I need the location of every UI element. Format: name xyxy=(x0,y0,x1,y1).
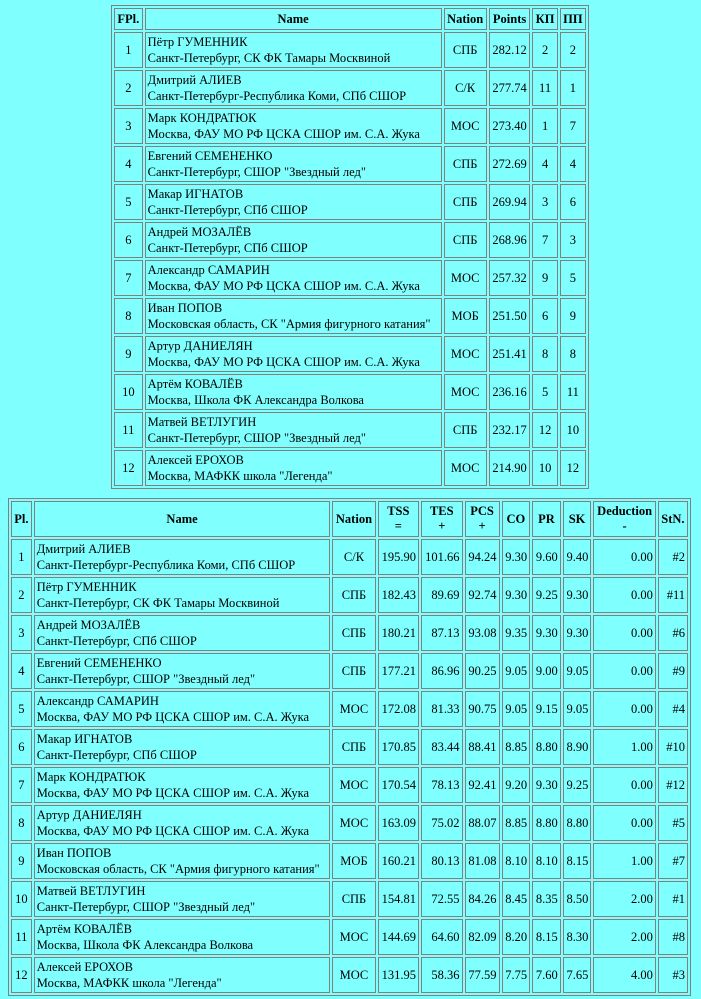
athlete-club: Московская область, СК "Армия фигурного катания" xyxy=(36,862,320,876)
place-cell: 5 xyxy=(11,691,32,727)
nation-cell: МОС xyxy=(332,805,375,841)
co-cell: 9.35 xyxy=(502,615,531,651)
athlete-name: Андрей МОЗАЛЁВ xyxy=(147,225,252,239)
col-sk: SK xyxy=(563,501,592,537)
place-cell: 7 xyxy=(114,260,143,296)
place-cell: 12 xyxy=(11,957,32,993)
place-cell: 4 xyxy=(11,653,32,689)
pr-cell: 8.80 xyxy=(532,805,561,841)
points-cell: 277.74 xyxy=(489,70,531,106)
athlete-club: Санкт-Петербург-Республика Коми, СПб СШОР xyxy=(36,558,296,572)
tes-cell: 101.66 xyxy=(421,539,462,575)
athlete-cell xyxy=(34,805,331,841)
table-row xyxy=(11,691,688,727)
nation-cell: МОБ xyxy=(332,843,375,879)
table-row xyxy=(114,222,586,258)
tes-cell: 72.55 xyxy=(421,881,462,917)
place-cell: 4 xyxy=(114,146,143,182)
co-cell: 8.20 xyxy=(502,919,531,955)
pr-cell: 7.60 xyxy=(532,957,561,993)
stn-cell: #11 xyxy=(658,577,688,613)
sk-cell: 7.65 xyxy=(563,957,592,993)
stn-cell: #2 xyxy=(658,539,688,575)
athlete-cell xyxy=(145,70,442,106)
athlete-club: Москва, ФАУ МО РФ ЦСКА СШОР им. С.А. Жука xyxy=(36,824,310,838)
col-pr: PR xyxy=(532,501,561,537)
athlete-cell xyxy=(145,412,442,448)
table-row xyxy=(114,70,586,106)
points-cell: 272.69 xyxy=(489,146,531,182)
table-row xyxy=(114,32,586,68)
pp-cell: 12 xyxy=(560,450,586,486)
sk-cell: 9.05 xyxy=(563,691,592,727)
pr-cell: 8.35 xyxy=(532,881,561,917)
athlete-cell xyxy=(34,691,331,727)
tes-cell: 75.02 xyxy=(421,805,462,841)
table-row xyxy=(114,450,586,486)
stn-cell: #7 xyxy=(658,843,688,879)
athlete-name: Артур ДАНИЕЛЯН xyxy=(36,808,142,822)
pp-cell: 2 xyxy=(560,32,586,68)
tss-cell: 144.69 xyxy=(378,919,419,955)
tss-cell: 154.81 xyxy=(378,881,419,917)
points-cell: 232.17 xyxy=(489,412,531,448)
nation-cell: МОС xyxy=(444,108,487,144)
co-cell: 9.30 xyxy=(502,539,531,575)
co-cell: 7.75 xyxy=(502,957,531,993)
athlete-club: Москва, ФАУ МО РФ ЦСКА СШОР им. С.А. Жука xyxy=(147,279,420,293)
athlete-cell xyxy=(34,957,331,993)
table-row xyxy=(11,957,688,993)
table-row xyxy=(11,653,688,689)
athlete-club: Москва, ФАУ МО РФ ЦСКА СШОР им. С.А. Жука xyxy=(36,710,310,724)
athlete-cell xyxy=(34,729,331,765)
tes-cell: 78.13 xyxy=(421,767,462,803)
pcs-cell: 94.24 xyxy=(465,539,500,575)
athlete-club: Санкт-Петербург, СПб СШОР xyxy=(147,241,308,255)
pr-cell: 9.30 xyxy=(532,767,561,803)
pr-cell: 8.15 xyxy=(532,919,561,955)
athlete-cell xyxy=(34,919,331,955)
deduction-cell: 0.00 xyxy=(593,539,656,575)
col-name: Name xyxy=(34,501,331,537)
pp-cell: 6 xyxy=(560,184,586,220)
pcs-cell: 92.74 xyxy=(465,577,500,613)
kp-cell: 1 xyxy=(532,108,557,144)
athlete-name: Артём КОВАЛЁВ xyxy=(147,377,243,391)
col-pcs: PCS + xyxy=(465,501,500,537)
place-cell: 11 xyxy=(11,919,32,955)
kp-cell: 6 xyxy=(532,298,557,334)
athlete-cell xyxy=(34,577,331,613)
co-cell: 8.85 xyxy=(502,729,531,765)
kp-cell: 12 xyxy=(532,412,557,448)
stn-cell: #9 xyxy=(658,653,688,689)
co-cell: 8.45 xyxy=(502,881,531,917)
deduction-cell: 0.00 xyxy=(593,805,656,841)
place-cell: 5 xyxy=(114,184,143,220)
pcs-cell: 81.08 xyxy=(465,843,500,879)
table-row xyxy=(11,881,688,917)
nation-cell: МОС xyxy=(444,336,487,372)
athlete-cell xyxy=(145,32,442,68)
athlete-club: Санкт-Петербург, СШОР "Звездный лед" xyxy=(147,431,366,445)
stn-cell: #10 xyxy=(658,729,688,765)
nation-cell: МОС xyxy=(444,374,487,410)
table-row xyxy=(114,146,586,182)
athlete-club: Московская область, СК "Армия фигурного катания" xyxy=(147,317,431,331)
sk-cell: 9.25 xyxy=(563,767,592,803)
athlete-club: Санкт-Петербург, СПб СШОР xyxy=(36,748,197,762)
col-tss: TSS = xyxy=(378,501,419,537)
table-row xyxy=(114,298,586,334)
nation-cell: МОС xyxy=(444,450,487,486)
pp-cell: 3 xyxy=(560,222,586,258)
co-cell: 9.05 xyxy=(502,653,531,689)
place-cell: 3 xyxy=(11,615,32,651)
place-cell: 10 xyxy=(114,374,143,410)
athlete-cell xyxy=(145,260,442,296)
pr-cell: 9.30 xyxy=(532,615,561,651)
final-standings-table xyxy=(111,5,589,489)
nation-cell: СПБ xyxy=(444,146,487,182)
col-pp: ПП xyxy=(560,8,586,30)
place-cell: 1 xyxy=(11,539,32,575)
athlete-cell xyxy=(145,450,442,486)
tss-cell: 180.21 xyxy=(378,615,419,651)
athlete-cell xyxy=(34,615,331,651)
pp-cell: 11 xyxy=(560,374,586,410)
sk-cell: 8.50 xyxy=(563,881,592,917)
table-row xyxy=(11,539,688,575)
kp-cell: 10 xyxy=(532,450,557,486)
points-cell: 236.16 xyxy=(489,374,531,410)
tss-cell: 163.09 xyxy=(378,805,419,841)
nation-cell: СПБ xyxy=(332,653,375,689)
sk-cell: 8.90 xyxy=(563,729,592,765)
sk-cell: 9.30 xyxy=(563,577,592,613)
athlete-club: Москва, МАФКК школа "Легенда" xyxy=(147,469,333,483)
athlete-cell xyxy=(34,539,331,575)
pp-cell: 1 xyxy=(560,70,586,106)
tes-cell: 81.33 xyxy=(421,691,462,727)
kp-cell: 5 xyxy=(532,374,557,410)
place-cell: 2 xyxy=(114,70,143,106)
athlete-cell xyxy=(145,108,442,144)
kp-cell: 2 xyxy=(532,32,557,68)
col-co: CO xyxy=(502,501,531,537)
pcs-cell: 92.41 xyxy=(465,767,500,803)
athlete-name: Дмитрий АЛИЕВ xyxy=(36,542,131,556)
athlete-club: Санкт-Петербург-Республика Коми, СПб СШОР xyxy=(147,89,407,103)
pr-cell: 9.60 xyxy=(532,539,561,575)
nation-cell: МОС xyxy=(332,767,375,803)
points-cell: 282.12 xyxy=(489,32,531,68)
athlete-club: Москва, Школа ФК Александра Волкова xyxy=(36,938,254,952)
deduction-cell: 0.00 xyxy=(593,691,656,727)
deduction-cell: 1.00 xyxy=(593,843,656,879)
deduction-cell: 4.00 xyxy=(593,957,656,993)
place-cell: 9 xyxy=(114,336,143,372)
table-row xyxy=(114,412,586,448)
points-cell: 251.41 xyxy=(489,336,531,372)
athlete-name: Марк КОНДРАТЮК xyxy=(147,111,257,125)
athlete-club: Санкт-Петербург, СПб СШОР xyxy=(147,203,308,217)
table-row xyxy=(11,919,688,955)
points-cell: 268.96 xyxy=(489,222,531,258)
athlete-name: Дмитрий АЛИЕВ xyxy=(147,73,242,87)
tss-cell: 195.90 xyxy=(378,539,419,575)
nation-cell: СПБ xyxy=(444,184,487,220)
athlete-cell xyxy=(34,881,331,917)
pcs-cell: 84.26 xyxy=(465,881,500,917)
tes-cell: 64.60 xyxy=(421,919,462,955)
col-pl: Pl. xyxy=(11,501,32,537)
col-stn: StN. xyxy=(658,501,688,537)
place-cell: 12 xyxy=(114,450,143,486)
kp-cell: 4 xyxy=(532,146,557,182)
pcs-cell: 82.09 xyxy=(465,919,500,955)
athlete-name: Александр САМАРИН xyxy=(147,263,270,277)
nation-cell: СПБ xyxy=(444,222,487,258)
kp-cell: 9 xyxy=(532,260,557,296)
place-cell: 2 xyxy=(11,577,32,613)
deduction-cell: 0.00 xyxy=(593,653,656,689)
tss-cell: 170.54 xyxy=(378,767,419,803)
stn-cell: #3 xyxy=(658,957,688,993)
athlete-name: Матвей ВЕТЛУГИН xyxy=(36,884,146,898)
place-cell: 11 xyxy=(114,412,143,448)
place-cell: 8 xyxy=(114,298,143,334)
athlete-name: Артём КОВАЛЁВ xyxy=(36,922,133,936)
athlete-name: Евгений СЕМЕНЕНКО xyxy=(36,656,162,670)
nation-cell: СПБ xyxy=(332,615,375,651)
co-cell: 9.20 xyxy=(502,767,531,803)
athlete-cell xyxy=(145,222,442,258)
table-row xyxy=(114,184,586,220)
athlete-club: Москва, ФАУ МО РФ ЦСКА СШОР им. С.А. Жука xyxy=(147,127,420,141)
athlete-club: Москва, Школа ФК Александра Волкова xyxy=(147,393,364,407)
athlete-cell xyxy=(145,146,442,182)
col-tes: TES + xyxy=(421,501,462,537)
tes-cell: 58.36 xyxy=(421,957,462,993)
nation-cell: С/К xyxy=(332,539,375,575)
pr-cell: 9.00 xyxy=(532,653,561,689)
stn-cell: #6 xyxy=(658,615,688,651)
kp-cell: 3 xyxy=(532,184,557,220)
sk-cell: 8.80 xyxy=(563,805,592,841)
athlete-cell xyxy=(145,336,442,372)
athlete-club: Санкт-Петербург, СШОР "Звездный лед" xyxy=(36,672,256,686)
deduction-cell: 2.00 xyxy=(593,881,656,917)
kp-cell: 11 xyxy=(532,70,557,106)
nation-cell: С/К xyxy=(444,70,487,106)
deduction-cell: 1.00 xyxy=(593,729,656,765)
athlete-name: Алексей ЕРОХОВ xyxy=(147,453,244,467)
points-cell: 251.50 xyxy=(489,298,531,334)
athlete-cell xyxy=(145,184,442,220)
table-row xyxy=(11,843,688,879)
athlete-cell xyxy=(145,298,442,334)
athlete-name: Евгений СЕМЕНЕНКО xyxy=(147,149,273,163)
athlete-cell xyxy=(145,374,442,410)
nation-cell: МОС xyxy=(332,957,375,993)
table-row xyxy=(11,577,688,613)
deduction-cell: 0.00 xyxy=(593,615,656,651)
points-cell: 273.40 xyxy=(489,108,531,144)
nation-cell: МОС xyxy=(332,691,375,727)
table-row xyxy=(11,729,688,765)
place-cell: 3 xyxy=(114,108,143,144)
athlete-club: Москва, ФАУ МО РФ ЦСКА СШОР им. С.А. Жука xyxy=(36,786,310,800)
pp-cell: 7 xyxy=(560,108,586,144)
place-cell: 6 xyxy=(114,222,143,258)
athlete-name: Пётр ГУМЕННИК xyxy=(147,35,248,49)
athlete-name: Марк КОНДРАТЮК xyxy=(36,770,146,784)
co-cell: 8.10 xyxy=(502,843,531,879)
nation-cell: МОБ xyxy=(444,298,487,334)
deduction-cell: 2.00 xyxy=(593,919,656,955)
kp-cell: 7 xyxy=(532,222,557,258)
tss-cell: 182.43 xyxy=(378,577,419,613)
place-cell: 9 xyxy=(11,843,32,879)
athlete-club: Санкт-Петербург, СПб СШОР xyxy=(36,634,197,648)
points-cell: 257.32 xyxy=(489,260,531,296)
athlete-club: Москва, МАФКК школа "Легенда" xyxy=(36,976,222,990)
athlete-cell xyxy=(34,767,331,803)
athlete-club: Санкт-Петербург, СК ФК Тамары Москвиной xyxy=(36,596,280,610)
nation-cell: СПБ xyxy=(444,412,487,448)
stn-cell: #5 xyxy=(658,805,688,841)
tss-cell: 170.85 xyxy=(378,729,419,765)
col-nation: Nation xyxy=(444,8,487,30)
nation-cell: СПБ xyxy=(444,32,487,68)
tes-cell: 89.69 xyxy=(421,577,462,613)
sk-cell: 9.30 xyxy=(563,615,592,651)
segment-results-table xyxy=(8,498,691,996)
athlete-club: Санкт-Петербург, СШОР "Звездный лед" xyxy=(36,900,256,914)
pcs-cell: 93.08 xyxy=(465,615,500,651)
nation-cell: МОС xyxy=(444,260,487,296)
pcs-cell: 88.41 xyxy=(465,729,500,765)
points-cell: 269.94 xyxy=(489,184,531,220)
athlete-cell xyxy=(34,843,331,879)
sk-cell: 8.30 xyxy=(563,919,592,955)
athlete-name: Иван ПОПОВ xyxy=(36,846,112,860)
col-name: Name xyxy=(145,8,442,30)
athlete-name: Макар ИГНАТОВ xyxy=(36,732,133,746)
athlete-name: Иван ПОПОВ xyxy=(147,301,223,315)
points-cell: 214.90 xyxy=(489,450,531,486)
col-deduction: Deduction - xyxy=(593,501,656,537)
table-header-row xyxy=(11,501,688,537)
athlete-name: Артур ДАНИЕЛЯН xyxy=(147,339,253,353)
kp-cell: 8 xyxy=(532,336,557,372)
athlete-club: Санкт-Петербург, СШОР "Звездный лед" xyxy=(147,165,366,179)
table-row xyxy=(11,805,688,841)
stn-cell: #1 xyxy=(658,881,688,917)
sk-cell: 8.15 xyxy=(563,843,592,879)
sk-cell: 9.05 xyxy=(563,653,592,689)
table-row xyxy=(114,108,586,144)
pr-cell: 8.10 xyxy=(532,843,561,879)
athlete-club: Москва, ФАУ МО РФ ЦСКА СШОР им. С.А. Жука xyxy=(147,355,420,369)
tss-cell: 131.95 xyxy=(378,957,419,993)
pp-cell: 4 xyxy=(560,146,586,182)
co-cell: 9.30 xyxy=(502,577,531,613)
table-header-row xyxy=(114,8,586,30)
pcs-cell: 88.07 xyxy=(465,805,500,841)
athlete-name: Андрей МОЗАЛЁВ xyxy=(36,618,141,632)
table-row xyxy=(114,260,586,296)
sk-cell: 9.40 xyxy=(563,539,592,575)
deduction-cell: 0.00 xyxy=(593,767,656,803)
col-nation: Nation xyxy=(332,501,375,537)
col-points: Points xyxy=(489,8,531,30)
pp-cell: 10 xyxy=(560,412,586,448)
athlete-name: Алексей ЕРОХОВ xyxy=(36,960,133,974)
co-cell: 8.85 xyxy=(502,805,531,841)
athlete-name: Матвей ВЕТЛУГИН xyxy=(147,415,257,429)
pr-cell: 9.25 xyxy=(532,577,561,613)
athlete-name: Александр САМАРИН xyxy=(36,694,159,708)
table-row xyxy=(114,336,586,372)
place-cell: 1 xyxy=(114,32,143,68)
tes-cell: 80.13 xyxy=(421,843,462,879)
pr-cell: 9.15 xyxy=(532,691,561,727)
col-kp: КП xyxy=(532,8,557,30)
tss-cell: 160.21 xyxy=(378,843,419,879)
pp-cell: 8 xyxy=(560,336,586,372)
table-row xyxy=(114,374,586,410)
athlete-club: Санкт-Петербург, СК ФК Тамары Москвиной xyxy=(147,51,391,65)
pr-cell: 8.80 xyxy=(532,729,561,765)
place-cell: 7 xyxy=(11,767,32,803)
tes-cell: 86.96 xyxy=(421,653,462,689)
tes-cell: 87.13 xyxy=(421,615,462,651)
pcs-cell: 90.75 xyxy=(465,691,500,727)
deduction-cell: 0.00 xyxy=(593,577,656,613)
athlete-name: Макар ИГНАТОВ xyxy=(147,187,244,201)
table-row xyxy=(11,615,688,651)
place-cell: 6 xyxy=(11,729,32,765)
tss-cell: 172.08 xyxy=(378,691,419,727)
tss-cell: 177.21 xyxy=(378,653,419,689)
athlete-cell xyxy=(34,653,331,689)
co-cell: 9.05 xyxy=(502,691,531,727)
nation-cell: МОС xyxy=(332,919,375,955)
stn-cell: #8 xyxy=(658,919,688,955)
stn-cell: #4 xyxy=(658,691,688,727)
table-row xyxy=(11,767,688,803)
tes-cell: 83.44 xyxy=(421,729,462,765)
stn-cell: #12 xyxy=(658,767,688,803)
place-cell: 8 xyxy=(11,805,32,841)
nation-cell: СПБ xyxy=(332,577,375,613)
place-cell: 10 xyxy=(11,881,32,917)
pcs-cell: 77.59 xyxy=(465,957,500,993)
pp-cell: 9 xyxy=(560,298,586,334)
athlete-name: Пётр ГУМЕННИК xyxy=(36,580,137,594)
nation-cell: СПБ xyxy=(332,729,375,765)
col-fpl: FPl. xyxy=(114,8,143,30)
pp-cell: 5 xyxy=(560,260,586,296)
pcs-cell: 90.25 xyxy=(465,653,500,689)
nation-cell: СПБ xyxy=(332,881,375,917)
